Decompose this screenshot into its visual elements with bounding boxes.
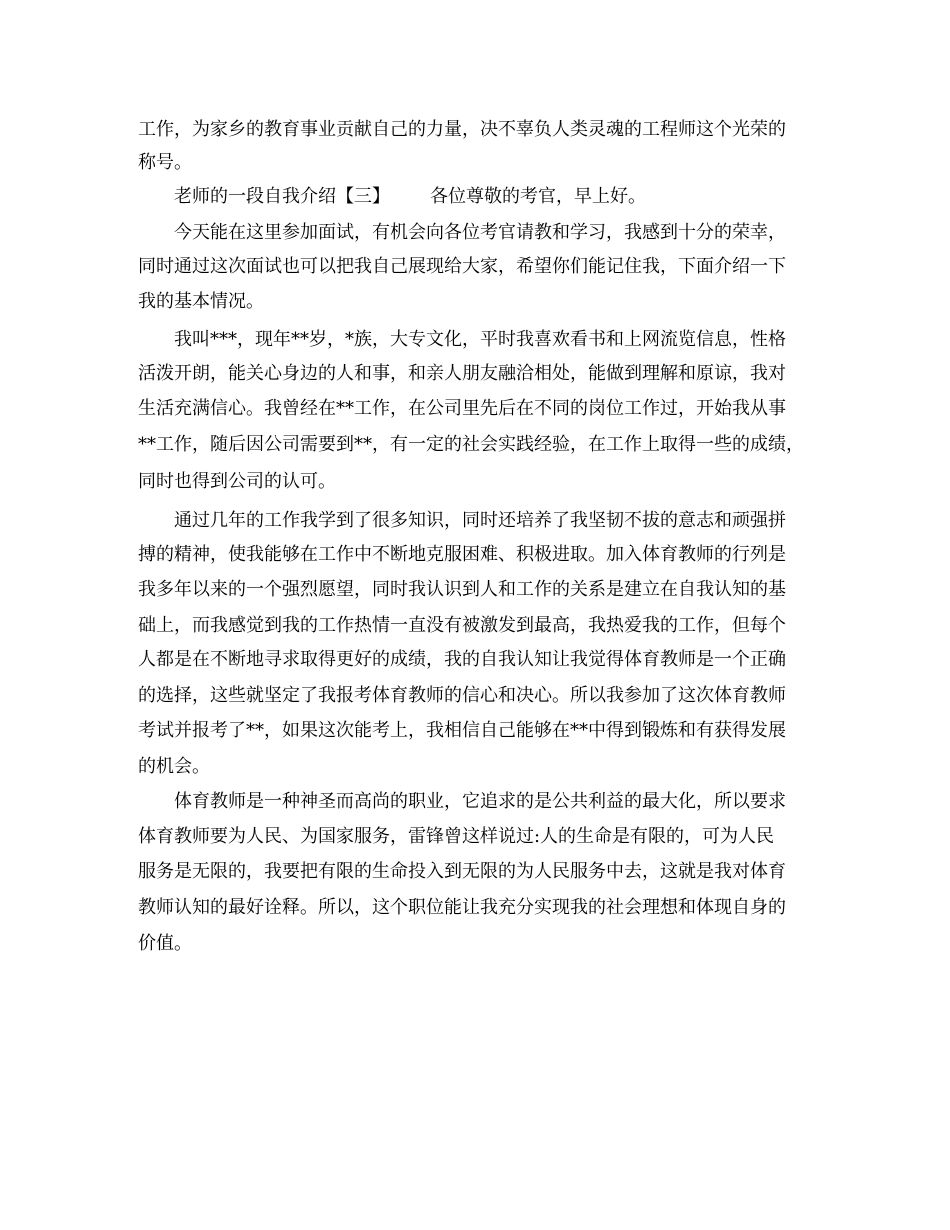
text-line: 础上，而我感觉到我的工作热情一直没有被激发到最高，我热爱我的工作，但每个 bbox=[138, 615, 786, 636]
text-line: 服务是无限的，我要把有限的生命投入到无限的为人民服务中去，这就是我对体育 bbox=[138, 861, 786, 882]
text-line: 称号。 bbox=[138, 152, 192, 173]
text-line: 体育教师要为人民、为国家服务，雷锋曾这样说过:人的生命是有限的，可为人民 bbox=[138, 826, 775, 847]
text-line: 工作，为家乡的教育事业贡献自己的力量，决不辜负人类灵魂的工程师这个光荣的 bbox=[138, 119, 786, 140]
section-heading: 老师的一段自我介绍【三】 各位尊敬的考官，早上好。 bbox=[174, 186, 647, 207]
text-line: 我的基本情况。 bbox=[138, 291, 264, 312]
text-line: 人都是在不断地寻求取得更好的成绩，我的自我认知让我觉得体育教师是一个正确 bbox=[138, 649, 786, 670]
text-line: **工作，随后因公司需要到**，有一定的社会实践经验，在工作上取得一些的成绩， bbox=[138, 434, 804, 455]
text-line: 考试并报考了**，如果这次能考上，我相信自己能够在**中得到锻炼和有获得发展 bbox=[138, 720, 786, 741]
text-line: 生活充满信心。我曾经在**工作，在公司里先后在不同的岗位工作过，开始我从事 bbox=[138, 398, 786, 419]
text-line: 体育教师是一种神圣而高尚的职业，它追求的是公共利益的最大化，所以要求 bbox=[174, 791, 786, 812]
text-line: 价值。 bbox=[138, 933, 192, 954]
text-line: 我叫***，现年**岁，*族，大专文化，平时我喜欢看书和上网流览信息，性格 bbox=[174, 329, 786, 350]
text-line: 搏的精神，使我能够在工作中不断地克服困难、积极进取。加入体育教师的行列是 bbox=[138, 544, 786, 565]
text-line: 我多年以来的一个强烈愿望，同时我认识到人和工作的关系是建立在自我认知的基 bbox=[138, 579, 786, 600]
text-line: 活泼开朗，能关心身边的人和事，和亲人朋友融洽相处，能做到理解和原谅，我对 bbox=[138, 363, 786, 384]
text-line: 通过几年的工作我学到了很多知识，同时还培养了我坚韧不拔的意志和顽强拼 bbox=[174, 510, 786, 531]
text-line: 教师认知的最好诠释。所以，这个职位能让我充分实现我的社会理想和体现自身的 bbox=[138, 897, 786, 918]
text-line: 的机会。 bbox=[138, 756, 210, 777]
text-line: 的选择，这些就坚定了我报考体育教师的信心和决心。所以我参加了这次体育教师 bbox=[138, 685, 786, 706]
text-line: 同时通过这次面试也可以把我自己展现给大家，希望你们能记住我，下面介绍一下 bbox=[138, 256, 786, 277]
text-line: 今天能在这里参加面试，有机会向各位考官请教和学习，我感到十分的荣幸， bbox=[174, 222, 786, 243]
text-line: 同时也得到公司的认可。 bbox=[138, 471, 336, 492]
